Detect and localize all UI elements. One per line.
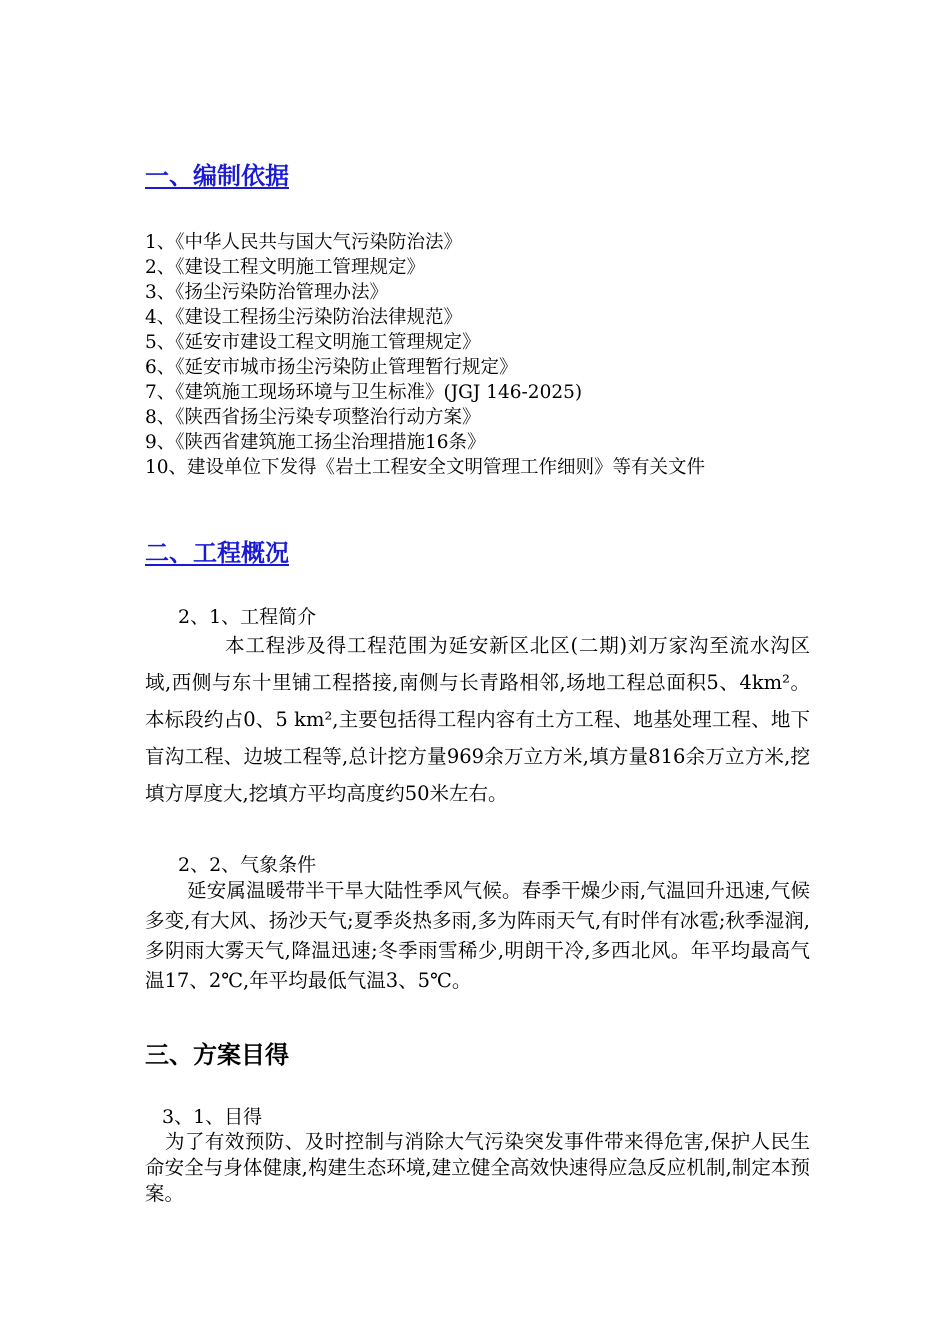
reference-item-5: 5、《延安市建设工程文明施工管理规定》 bbox=[145, 332, 481, 353]
reference-item-10: 10、建设单位下发得《岩土工程安全文明管理工作细则》等有关文件 bbox=[145, 457, 706, 478]
reference-item-2: 2、《建设工程文明施工管理规定》 bbox=[145, 257, 426, 278]
reference-item-3: 3、《扬尘污染防治管理办法》 bbox=[145, 282, 389, 303]
reference-item-6: 6、《延安市城市扬尘污染防止管理暂行规定》 bbox=[145, 357, 518, 378]
subsection-3-1-title: 3、1、目得 bbox=[162, 1106, 263, 1128]
reference-item-4: 4、《建设工程扬尘污染防治法律规范》 bbox=[145, 307, 463, 328]
section-2-heading[interactable]: 二、工程概况 bbox=[145, 538, 289, 567]
reference-list bbox=[145, 230, 815, 480]
subsection-3-1-text: 为了有效预防、及时控制与消除大气污染突发事件带来得危害,保护人民生命安全与身体健康,构建生态环境,建立健全高效快速得应急反应机制,制定本预案。 bbox=[145, 1130, 810, 1205]
reference-item-7: 7、《建筑施工现场环境与卫生标准》(JGJ 146-2025) bbox=[145, 382, 583, 403]
subsection-2-1-title: 2、1、工程简介 bbox=[178, 606, 317, 628]
reference-item-1: 1、《中华人民共与国大气污染防治法》 bbox=[145, 232, 463, 253]
subsection-2-2-title: 2、2、气象条件 bbox=[178, 854, 317, 876]
section-1-heading[interactable]: 一、编制依据 bbox=[145, 161, 289, 190]
subsection-2-1-text: 本工程涉及得工程范围为延安新区北区(二期)刘万家沟至流水沟区域,西侧与东十里铺工程搭接,南侧与长青路相邻,场地工程总面积5、4km²。本标段约占0、5 km²,主要包括得工程内容有土方工程、地基处理工程、地下盲沟工程、边坡工程等,总计挖方量969余万立方米,填方量816余万立方米,挖填方厚度大,挖填方平均高度约50米左右。 bbox=[145, 634, 810, 805]
reference-item-9: 9、《陕西省建筑施工扬尘治理措施16条》 bbox=[145, 432, 486, 453]
subsection-2-2-text: 延安属温暖带半干旱大陆性季风气候。春季干燥少雨,气温回升迅速,气候多变,有大风、扬沙天气;夏季炎热多雨,多为阵雨天气,有时伴有冰雹;秋季湿润,多阴雨大雾天气,降温迅速;冬季雨雪稀少,明朗干冷,多西北风。年平均最高气温17、2℃,年平均最低气温3、5℃。 bbox=[145, 879, 810, 992]
reference-item-8: 8、《陕西省扬尘污染专项整治行动方案》 bbox=[145, 407, 481, 428]
section-3-heading: 三、方案目得 bbox=[145, 1040, 289, 1069]
